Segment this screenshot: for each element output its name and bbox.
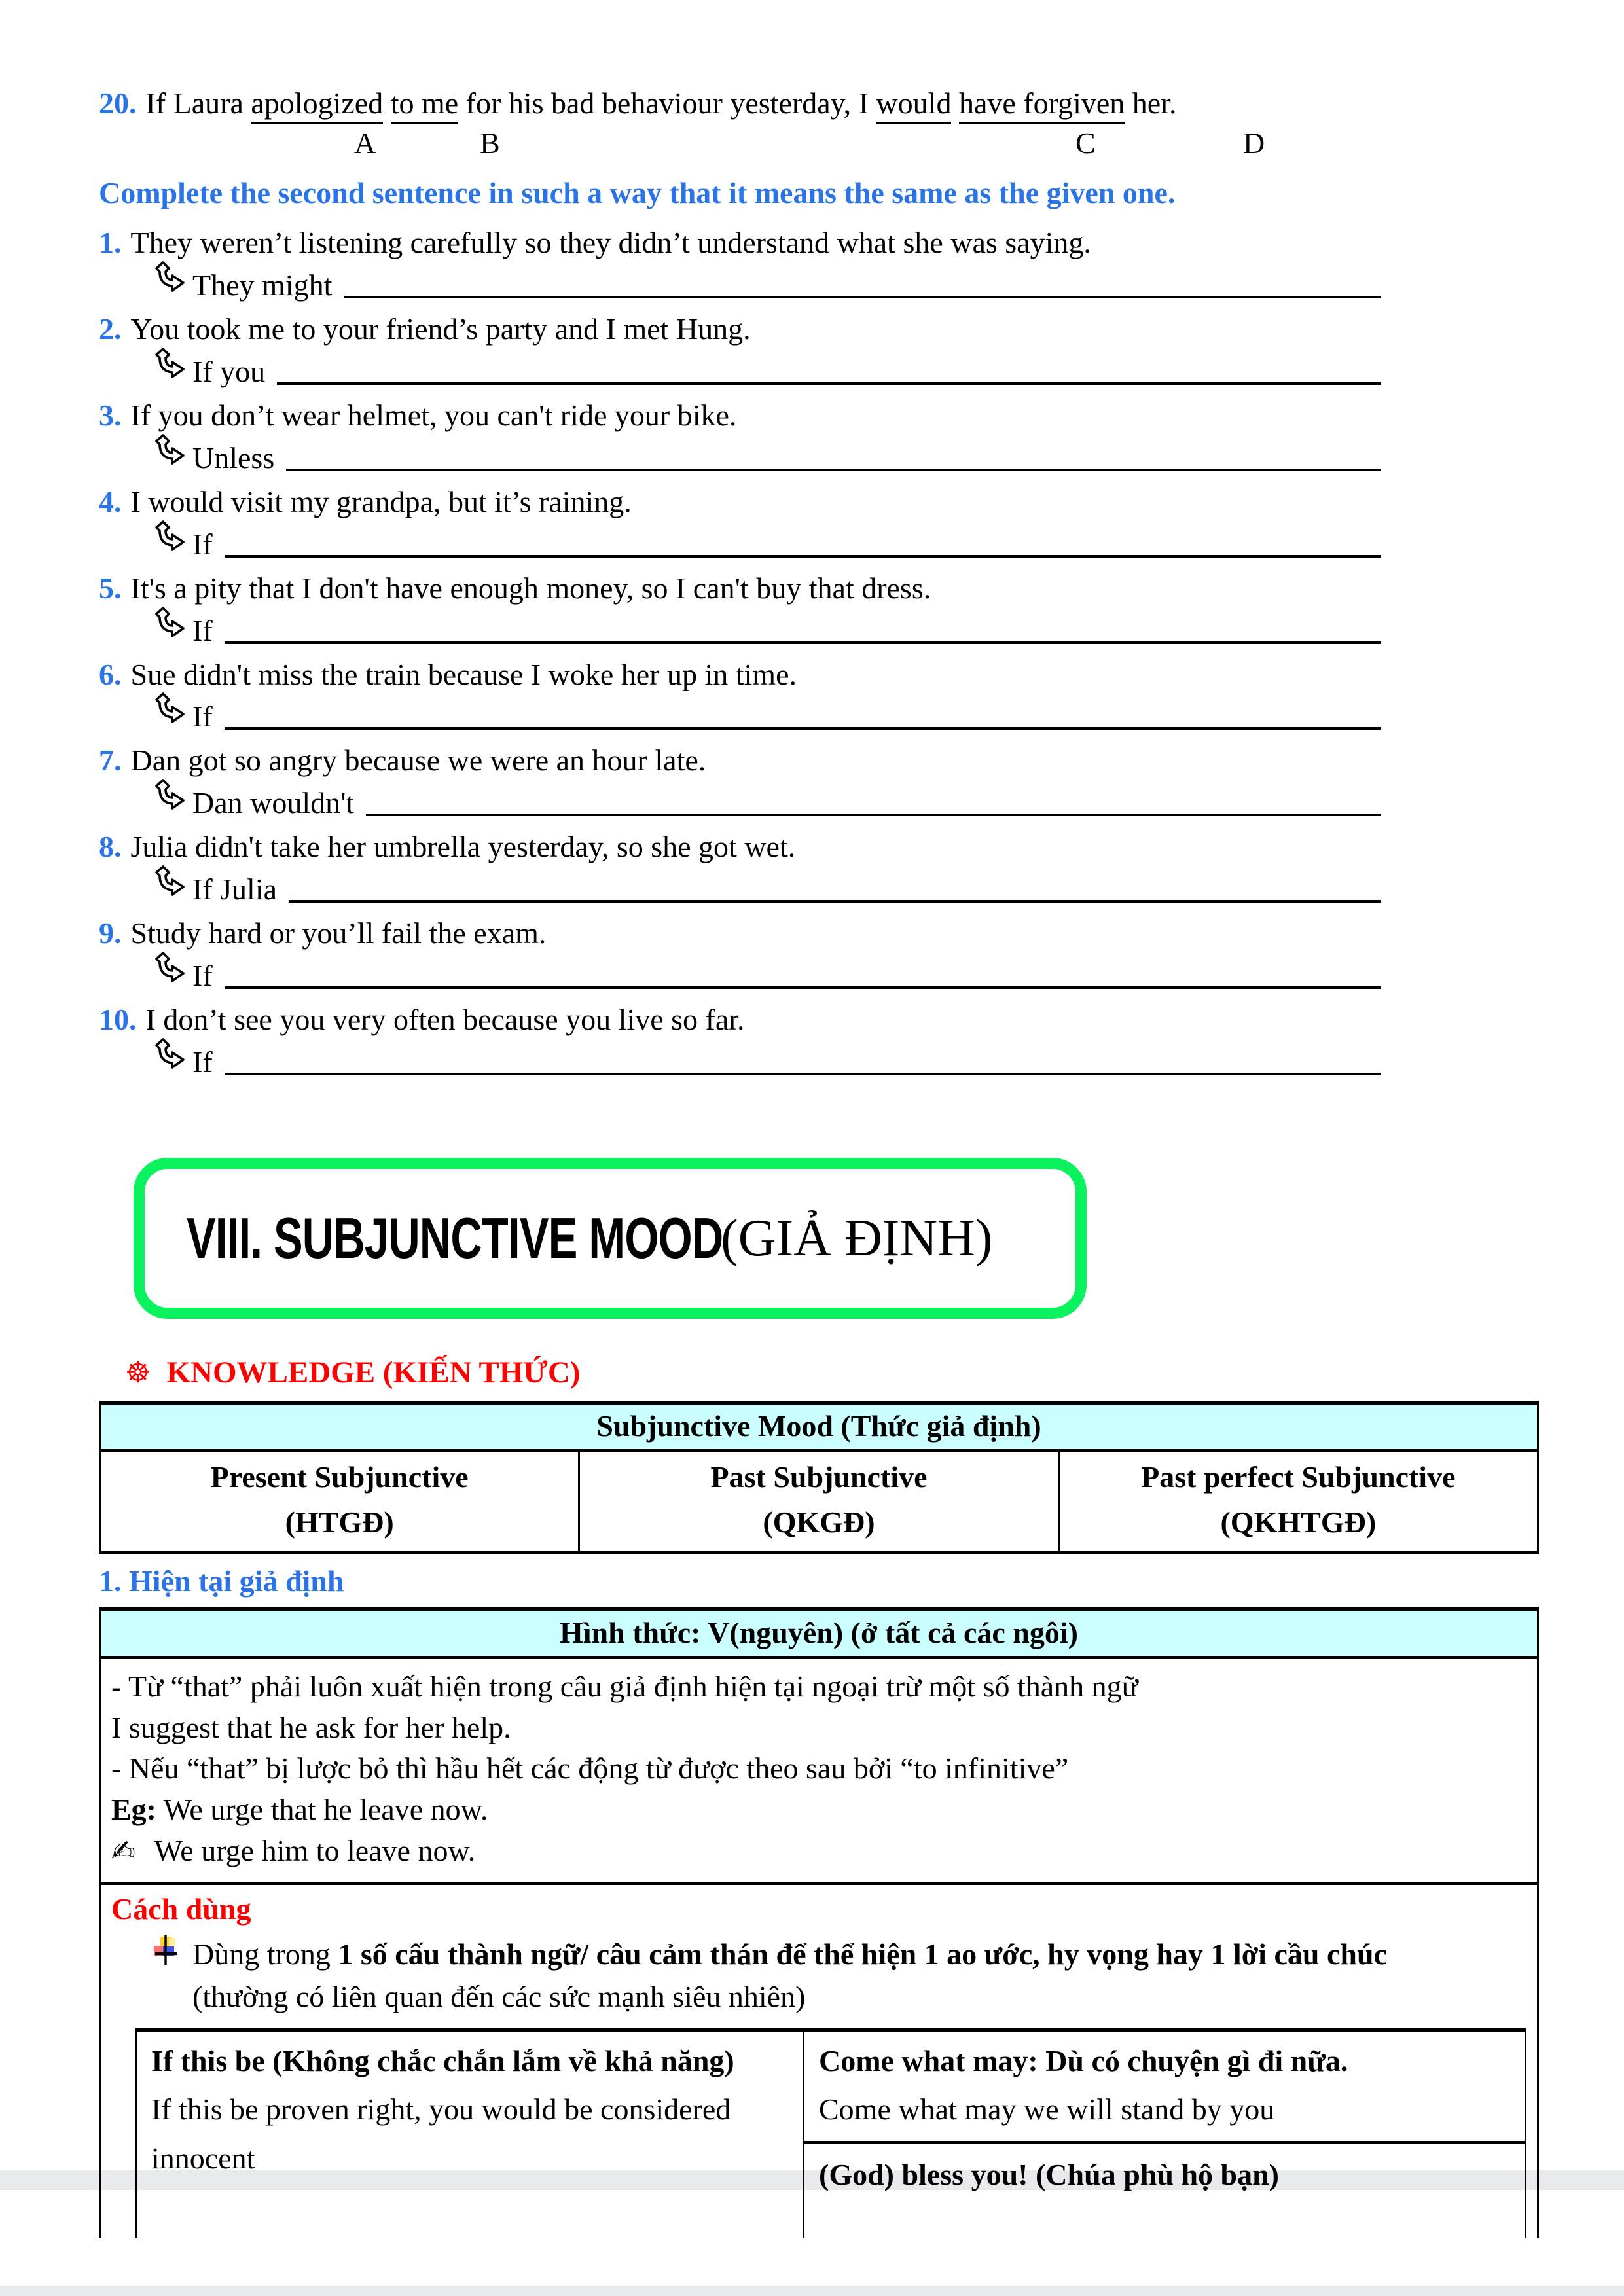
- idiom-table: [135, 2028, 1526, 2239]
- item-lead: If: [192, 959, 213, 993]
- mood-table-header: Subjunctive Mood (Thức giả định): [101, 1405, 1537, 1452]
- question-number: 20.: [99, 86, 137, 120]
- cell-line: [819, 2037, 1510, 2086]
- text-run: [383, 86, 391, 120]
- form-table: [99, 1607, 1539, 2239]
- rewrite-item: [99, 569, 1539, 649]
- option-letter-d: D: [1243, 126, 1265, 160]
- item-lead: Dan wouldn't: [192, 786, 355, 820]
- item-sentence-line: [99, 656, 1539, 694]
- note-line: [111, 1831, 1526, 1871]
- text-run: If this be (Không chắc chắn lắm về khả năng): [151, 2043, 734, 2077]
- dharma-wheel-icon: ☸: [125, 1356, 151, 1390]
- text-run: Eg:: [111, 1793, 156, 1827]
- text-run: - Từ “that” phải luôn xuất hiện trong câu giả định hiện tại ngoại trừ một số thành ngữ: [111, 1670, 1138, 1704]
- item-sentence: You took me to your friend’s party and I met Hung.: [130, 312, 751, 346]
- answer-blank: [344, 270, 1381, 298]
- rewrite-item: [99, 742, 1539, 821]
- item-answer-line: [154, 783, 1381, 821]
- item-answer-line: [154, 266, 1381, 304]
- knowledge-label: KNOWLEDGE (KIẾN THỨC): [166, 1355, 581, 1390]
- option-letter-b: B: [480, 126, 500, 160]
- item-lead: If Julia: [192, 872, 278, 906]
- rewrite-item: [99, 310, 1539, 390]
- text-run: We urge him to leave now.: [147, 1833, 476, 1867]
- rewrite-item: [99, 656, 1539, 736]
- item-sentence: Study hard or you’ll fail the exam.: [130, 916, 547, 950]
- cell-line: [151, 2037, 788, 2086]
- rewrite-item: [99, 397, 1539, 476]
- answer-blank: [289, 874, 1381, 903]
- item-sentence: They weren’t listening carefully so they didn’t understand what she was saying.: [130, 225, 1091, 259]
- item-number: 10.: [99, 1003, 137, 1037]
- option-letter-c: C: [1075, 126, 1096, 160]
- item-sentence: I don’t see you very often because you live so far.: [145, 1003, 745, 1037]
- rewrite-section-heading: Complete the second sentence in such a way that it means the same as the given one.: [99, 175, 1176, 209]
- item-sentence: If you don’t wear helmet, you can't ride your bike.: [130, 398, 737, 432]
- item-sentence-line: [99, 224, 1539, 262]
- curved-arrow-icon: [154, 950, 185, 994]
- item-lead: If: [192, 527, 213, 561]
- cell-name: Present Subjunctive: [210, 1460, 469, 1494]
- present-subjunctive-heading: 1. Hiện tại giả định: [99, 1564, 344, 1598]
- item-lead: They might: [192, 268, 333, 302]
- item-number: 3.: [99, 398, 122, 432]
- rewrite-item: [99, 914, 1539, 994]
- item-answer-line: [154, 611, 1381, 649]
- item-number: 8.: [99, 830, 122, 864]
- mood-table-row: [101, 1452, 1537, 1551]
- rewrite-item: [99, 483, 1539, 563]
- text-run: - Nếu “that” bị lược bỏ thì hầu hết các động từ được theo sau bởi “to infinitive”: [111, 1751, 1069, 1785]
- text-run: Come what may: Dù có chuyện gì đi nữa.: [819, 2043, 1348, 2077]
- text-run: Come what may we will stand by you: [819, 2092, 1275, 2126]
- item-number: 5.: [99, 571, 122, 605]
- q20-sentence: [146, 86, 1177, 124]
- usage-bullet-row: [111, 1933, 1526, 2018]
- pushpin-icon: [152, 1935, 179, 2018]
- answer-letters-row: [99, 123, 1539, 165]
- cell-name: Past perfect Subjunctive: [1141, 1460, 1456, 1494]
- answer-blank: [225, 615, 1381, 644]
- text-run: (God) bless you! (Chúa phù hộ bạn): [819, 2157, 1280, 2191]
- idiom-column-right: [804, 2032, 1525, 2239]
- text-run: (thường có liên quan đến các sức mạnh siêu nhiên): [192, 1980, 806, 2014]
- idiom-cell-left: [137, 2032, 804, 2239]
- cell-abbr: (QKGĐ): [763, 1505, 875, 1539]
- cell-line: [819, 2085, 1510, 2134]
- section-title-main: VIII. SUBJUNCTIVE MOOD: [187, 1206, 723, 1271]
- question-20: [99, 84, 1539, 123]
- bottom-edge: [0, 2286, 1624, 2296]
- text-run: [951, 86, 959, 120]
- item-sentence-line: [99, 828, 1539, 866]
- item-lead: If: [192, 613, 213, 647]
- curved-arrow-icon: [154, 346, 185, 390]
- cell-abbr: (HTGĐ): [285, 1505, 394, 1539]
- underlined-phrase: have forgiven: [959, 86, 1125, 124]
- writing-hand-icon: ✍: [111, 1834, 135, 1868]
- item-number: 2.: [99, 312, 122, 346]
- mood-table-cell-present: [101, 1452, 578, 1551]
- rewrite-item: [99, 1001, 1539, 1081]
- curved-arrow-icon: [154, 260, 185, 304]
- subjunctive-title-box: [134, 1158, 1087, 1319]
- item-sentence-line: [99, 742, 1539, 780]
- item-sentence: It's a pity that I don't have enough money, so I can't buy that dress.: [130, 571, 931, 605]
- text-run: Dùng trong: [192, 1937, 338, 1971]
- answer-blank: [366, 787, 1381, 816]
- item-number: 6.: [99, 657, 122, 691]
- text-run: for his bad behaviour yesterday, I: [458, 86, 876, 120]
- rewrite-item: [99, 224, 1539, 304]
- mood-table-cell-past-perfect: [1058, 1452, 1537, 1551]
- note-line: [111, 1708, 1526, 1748]
- item-answer-line: [154, 439, 1381, 476]
- item-answer-line: [154, 870, 1381, 908]
- item-lead: Unless: [192, 440, 275, 475]
- underlined-phrase: apologized: [251, 86, 383, 124]
- text-run: If Laura: [145, 86, 251, 120]
- item-sentence: Dan got so angry because we were an hour late.: [130, 744, 706, 778]
- curved-arrow-icon: [154, 691, 185, 735]
- mood-table-cell-past: [578, 1452, 1057, 1551]
- idiom-cell-right-bottom: [804, 2141, 1525, 2239]
- cell-name: Past Subjunctive: [710, 1460, 928, 1494]
- item-lead: If: [192, 700, 213, 734]
- item-sentence-line: [99, 914, 1539, 952]
- idiom-cell-right-top: [804, 2032, 1525, 2141]
- answer-blank: [225, 529, 1381, 558]
- note-line: [111, 1790, 1526, 1830]
- usage-bullet-text: [192, 1933, 1423, 2018]
- cell-line: [151, 2085, 788, 2183]
- note-line: [111, 1667, 1526, 1707]
- answer-blank: [286, 442, 1381, 471]
- item-sentence-line: [99, 569, 1539, 607]
- rewrite-items: [99, 224, 1539, 1081]
- item-answer-line: [154, 956, 1381, 994]
- item-answer-line: [154, 352, 1381, 390]
- item-answer-line: [154, 697, 1381, 735]
- item-number: 9.: [99, 916, 122, 950]
- usage-heading: Cách dùng: [111, 1892, 251, 1926]
- item-sentence-line: [99, 397, 1539, 435]
- curved-arrow-icon: [154, 519, 185, 563]
- answer-blank: [225, 1047, 1381, 1075]
- item-number: 7.: [99, 744, 122, 778]
- knowledge-heading: [125, 1355, 1539, 1390]
- item-sentence: Julia didn't take her umbrella yesterday, so she got wet.: [130, 830, 796, 864]
- section-title-sub: (GIẢ ĐỊNH): [721, 1209, 993, 1267]
- answer-blank: [225, 960, 1381, 989]
- underlined-phrase: to me: [391, 86, 458, 124]
- underlined-phrase: would: [876, 86, 951, 124]
- item-answer-line: [154, 525, 1381, 563]
- cell-line: [819, 2151, 1510, 2200]
- rewrite-item: [99, 828, 1539, 908]
- text-run: 1 số cấu thành ngữ/ câu cảm thán để thể hiện 1 ao ước, hy vọng hay 1 lời cầu chúc: [338, 1937, 1387, 1971]
- form-notes: [101, 1659, 1537, 1882]
- text-run: We urge that he leave now.: [156, 1793, 488, 1827]
- text-run: I suggest that he ask for her help.: [111, 1710, 511, 1744]
- item-sentence: Sue didn't miss the train because I woke her up in time.: [130, 657, 797, 691]
- cell-abbr: (QKHTGĐ): [1220, 1505, 1377, 1539]
- answer-blank: [277, 356, 1381, 385]
- usage-section: [101, 1882, 1537, 2239]
- item-sentence-line: [99, 1001, 1539, 1039]
- item-sentence-line: [99, 483, 1539, 521]
- form-table-header: Hình thức: V(nguyên) (ở tất cả các ngôi): [101, 1611, 1537, 1660]
- curved-arrow-icon: [154, 605, 185, 649]
- item-number: 4.: [99, 484, 122, 518]
- option-letter-a: A: [354, 126, 376, 160]
- item-lead: If you: [192, 354, 266, 388]
- text-run: If this be proven right, you would be considered innocent: [151, 2092, 731, 2175]
- item-sentence-line: [99, 310, 1539, 348]
- item-answer-line: [154, 1043, 1381, 1081]
- item-lead: If: [192, 1045, 213, 1079]
- note-line: [111, 1749, 1526, 1789]
- curved-arrow-icon: [154, 433, 185, 476]
- item-sentence: I would visit my grandpa, but it’s raining.: [130, 484, 632, 518]
- curved-arrow-icon: [154, 1037, 185, 1081]
- item-number: 1.: [99, 225, 122, 259]
- curved-arrow-icon: [154, 778, 185, 821]
- answer-blank: [225, 701, 1381, 730]
- curved-arrow-icon: [154, 864, 185, 908]
- text-run: her.: [1125, 86, 1177, 120]
- mood-table: [99, 1401, 1539, 1554]
